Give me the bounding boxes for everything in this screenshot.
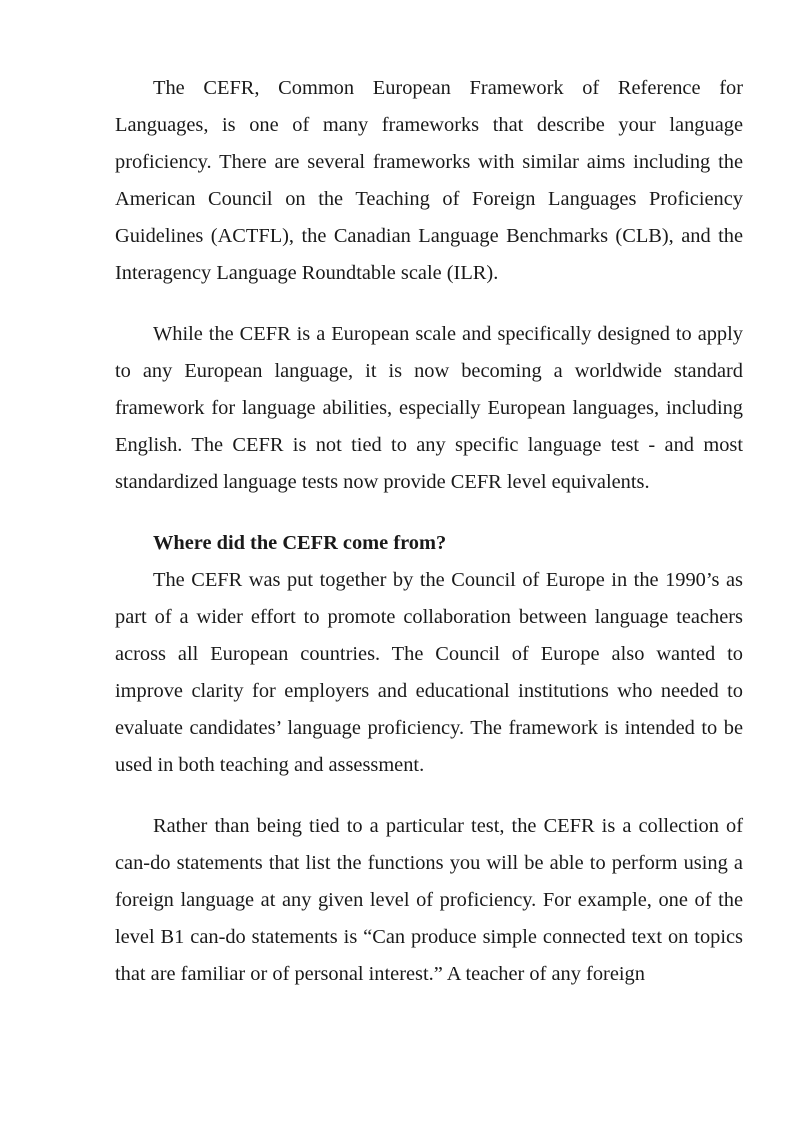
- intro-paragraph-2: While the CEFR is a European scale and specifically designed to apply to any European language, it is now becoming a worldwide standard framework for language abilities, especially European languages, including English. The CEFR is not tied to any specific language test - and most standardized language tests now provide CEFR level equivalents.: [115, 323, 743, 493]
- section-heading: Where did the CEFR come from?: [153, 532, 447, 554]
- section-paragraph-1: The CEFR was put together by the Council of Europe in the 1990’s as part of a wider effort to promote collaboration between language teachers across all European countries. The Council of Europe also wanted to improve clarity for employers and educational institutions who needed to evaluate candidates’ language proficiency. The framework is intended to be used in both teaching and assessment.: [115, 569, 743, 776]
- document-page: [115, 70, 743, 993]
- intro-paragraph-1: The CEFR, Common European Framework of Reference for Languages, is one of many frameworks that describe your language proficiency. There are several frameworks with similar aims including the American Council on the Teaching of Foreign Languages Proficiency Guidelines (ACTFL), the Canadian Language Benchmarks (CLB), and the Interagency Language Roundtable scale (ILR).: [115, 77, 743, 284]
- section-paragraph-2: Rather than being tied to a particular test, the CEFR is a collection of can-do statements that list the functions you will be able to perform using a foreign language at any given level of proficiency. For example, one of the level B1 can-do statements is “Can produce simple connected text on topics that are familiar or of personal interest.” A teacher of any foreign: [115, 815, 743, 985]
